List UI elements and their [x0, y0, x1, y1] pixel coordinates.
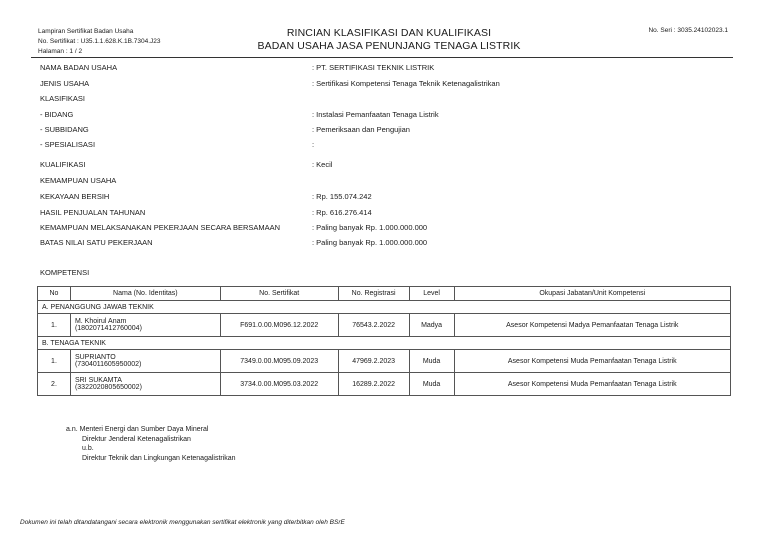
table-row — [38, 350, 731, 373]
group-title: B. TENAGA TEKNIK — [38, 337, 731, 350]
row-number: 1. — [38, 350, 71, 373]
field-label: KEMAMPUAN MELAKSANAKAN PEKERJAAN SECARA BERSAMAAN — [40, 223, 281, 232]
group-row — [38, 301, 731, 314]
field-label: KEKAYAAN BERSIH — [40, 192, 110, 201]
title-line-2: BADAN USAHA JASA PENUNJANG TENAGA LISTRIK — [257, 40, 521, 52]
document-title — [200, 27, 578, 53]
row-number: 2. — [38, 373, 71, 396]
occupation-cell: Asesor Kompetensi Muda Pemanfaatan Tenaga Listrik — [454, 350, 730, 373]
field-value: : — [312, 140, 315, 149]
person-name: SRI SUKAMTA — [74, 377, 122, 384]
person-name: M. Khoirul Anam — [74, 318, 127, 325]
table-row — [38, 314, 731, 337]
certificate-number: No. Sertifikat : U35.1.1.628.K.1B.7304.J23 — [38, 38, 161, 45]
signature-block — [66, 425, 236, 463]
field-label: KUALIFIKASI — [40, 160, 86, 169]
group-row — [38, 337, 731, 350]
signature-line: Direktur Jenderal Ketenagalistrikan — [82, 435, 191, 443]
field-row — [40, 208, 740, 220]
field-row — [40, 79, 740, 91]
section-label: KOMPETENSI — [40, 268, 90, 277]
field-row — [40, 160, 740, 172]
field-label: KEMAMPUAN USAHA — [40, 176, 117, 185]
certificate-reference-block — [38, 27, 161, 57]
person-name: SUPRIANTO — [74, 354, 116, 361]
person-id: (3322020805650002) — [74, 384, 142, 391]
field-row — [40, 110, 740, 122]
field-row — [40, 94, 740, 106]
occupation-cell: Asesor Kompetensi Muda Pemanfaatan Tenaga Listrik — [454, 373, 730, 396]
field-row — [40, 223, 740, 235]
registration-cell: 76543.2.2022 — [338, 314, 409, 337]
occupation-cell: Asesor Kompetensi Madya Pemanfaatan Tenaga Listrik — [454, 314, 730, 337]
certificate-cell: F691.0.00.M096.12.2022 — [220, 314, 338, 337]
signature-line: Direktur Teknik dan Lingkungan Ketenagalistrikan — [82, 454, 236, 462]
certificate-cell: 7349.0.00.M095.09.2023 — [220, 350, 338, 373]
field-value: : Paling banyak Rp. 1.000.000.000 — [312, 238, 428, 247]
table-header-row — [38, 287, 731, 301]
certificate-cell: 3734.0.00.M095.03.2022 — [220, 373, 338, 396]
row-number: 1. — [38, 314, 71, 337]
person-id: (1802071412760004) — [74, 325, 142, 332]
field-row — [40, 192, 740, 204]
column-header: Okupasi Jabatan/Unit Kompetensi — [454, 287, 730, 301]
signature-line: u.b. — [82, 445, 94, 452]
table-row — [38, 373, 731, 396]
level-cell: Muda — [409, 350, 454, 373]
field-row — [40, 63, 740, 75]
field-value: : Pemeriksaan dan Pengujian — [312, 125, 410, 134]
page-number: Halaman : 1 / 2 — [38, 48, 83, 55]
kompetensi-table — [37, 286, 731, 396]
field-value: : Rp. 616.276.414 — [312, 208, 372, 217]
field-row — [40, 125, 740, 137]
level-cell: Madya — [409, 314, 454, 337]
field-value: : Paling banyak Rp. 1.000.000.000 — [312, 223, 428, 232]
registration-cell: 47969.2.2023 — [338, 350, 409, 373]
field-row — [40, 176, 740, 188]
field-row — [40, 238, 740, 250]
column-header: No. Sertifikat — [220, 287, 338, 301]
person-id: (7304011605950002) — [74, 361, 142, 368]
title-line-1: RINCIAN KLASIFIKASI DAN KUALIFIKASI — [286, 27, 492, 39]
level-cell: Muda — [409, 373, 454, 396]
field-label: KLASIFIKASI — [40, 94, 86, 103]
column-header: No. Registrasi — [338, 287, 409, 301]
person-cell — [70, 314, 220, 337]
field-label: HASIL PENJUALAN TAHUNAN — [40, 208, 146, 217]
column-header: Level — [409, 287, 454, 301]
header-divider — [31, 57, 733, 58]
field-label: BATAS NILAI SATU PEKERJAAN — [40, 238, 153, 247]
field-label: - SUBBIDANG — [40, 125, 89, 134]
field-value: : Sertifikasi Kompetensi Tenaga Teknik Ketenagalistrikan — [312, 79, 500, 88]
field-row — [40, 140, 740, 152]
column-header: Nama (No. Identitas) — [70, 287, 220, 301]
column-header: No — [38, 287, 71, 301]
registration-cell: 16289.2.2022 — [338, 373, 409, 396]
field-value: : PT. SERTIFIKASI TEKNIK LISTRIK — [312, 63, 435, 72]
person-cell — [70, 373, 220, 396]
kompetensi-heading — [40, 268, 740, 280]
field-label: - BIDANG — [40, 110, 74, 119]
signature-line: a.n. Menteri Energi dan Sumber Daya Mineral — [66, 426, 209, 433]
field-label: JENIS USAHA — [40, 79, 90, 88]
serial-number: No. Seri : 3035.24102023.1 — [648, 27, 728, 34]
group-title: A. PENANGGUNG JAWAB TEKNIK — [38, 301, 731, 314]
attachment-label: Lampiran Sertifikat Badan Usaha — [38, 28, 134, 35]
field-value: : Kecil — [312, 160, 333, 169]
person-cell — [70, 350, 220, 373]
e-signature-notice: Dokumen ini telah ditandatangani secara elektronik menggunakan sertifikat elektronik yang diterbitkan oleh BSrE — [20, 519, 345, 526]
field-value: : Instalasi Pemanfaatan Tenaga Listrik — [312, 110, 439, 119]
field-label: - SPESIALISASI — [40, 140, 96, 149]
field-label: NAMA BADAN USAHA — [40, 63, 118, 72]
field-value: : Rp. 155.074.242 — [312, 192, 372, 201]
